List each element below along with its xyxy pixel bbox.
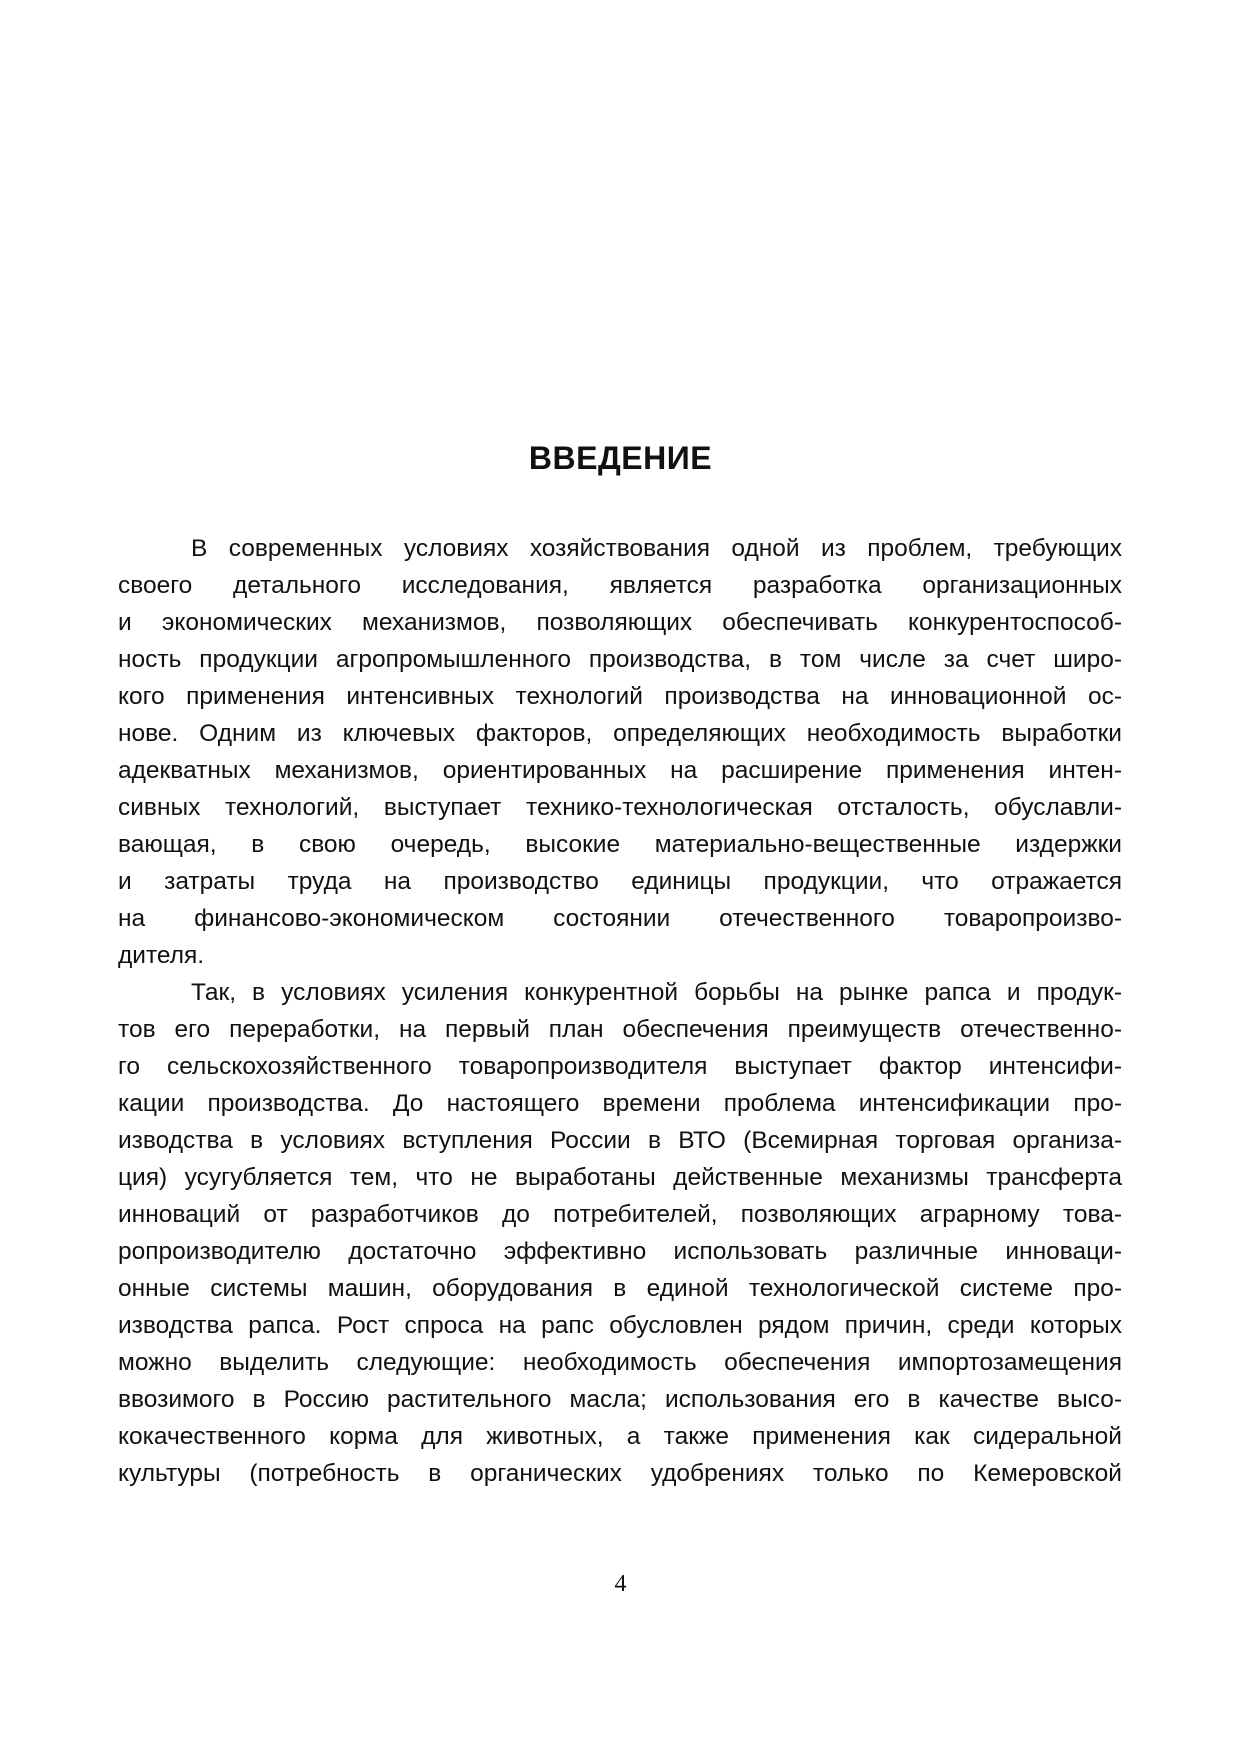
- text-line: сивных технологий, выступает технико-технологическая отсталость, обуславли-: [118, 794, 1122, 821]
- text-line: кации производства. До настоящего времени проблема интенсификации про-: [118, 1090, 1122, 1117]
- section-title: ВВЕДЕНИЕ: [528, 440, 713, 476]
- text-line: на финансово-экономическом состоянии отечественного товаропроизво-: [118, 905, 1122, 932]
- text-line: инноваций от разработчиков до потребителей, позволяющих аграрному това-: [118, 1201, 1122, 1228]
- text-line: ввозимого в Россию растительного масла; использования его в качестве высо-: [118, 1386, 1122, 1413]
- text-line: нове. Одним из ключевых факторов, определяющих необходимость выработки: [118, 720, 1122, 747]
- text-line: онные системы машин, оборудования в единой технологической системе про-: [118, 1275, 1122, 1302]
- text-line: вающая, в свою очередь, высокие материально-вещественные издержки: [118, 831, 1122, 858]
- text-line: кого применения интенсивных технологий производства на инновационной ос-: [118, 683, 1122, 710]
- text-line: Так, в условиях усиления конкурентной борьбы на рынке рапса и продук-: [191, 979, 1122, 1006]
- paragraph: [118, 530, 1122, 974]
- text-line: дителя.: [118, 942, 205, 969]
- text-line: изводства в условиях вступления России в ВТО (Всемирная торговая организа-: [118, 1127, 1122, 1154]
- text-line: своего детального исследования, является разработка организационных: [118, 572, 1122, 599]
- text-line: культуры (потребность в органических удобрениях только по Кемеровской: [118, 1460, 1122, 1487]
- text-line: и экономических механизмов, позволяющих обеспечивать конкурентоспособ-: [118, 609, 1122, 636]
- text-line: го сельскохозяйственного товаропроизводителя выступает фактор интенсифи-: [118, 1053, 1122, 1080]
- text-line: можно выделить следующие: необходимость обеспечения импортозамещения: [118, 1349, 1122, 1376]
- paragraph: [118, 974, 1122, 1492]
- text-line: адекватных механизмов, ориентированных на расширение применения интен-: [118, 757, 1122, 784]
- text-line: тов его переработки, на первый план обеспечения преимуществ отечественно-: [118, 1016, 1122, 1043]
- text-line: кокачественного корма для животных, а также применения как сидеральной: [118, 1423, 1122, 1450]
- body-text: [118, 530, 1122, 1492]
- text-line: В современных условиях хозяйствования одной из проблем, требующих: [191, 535, 1122, 562]
- text-line: ность продукции агропромышленного производства, в том числе за счет широ-: [118, 646, 1122, 673]
- page-number: 4: [614, 1571, 627, 1597]
- text-line: изводства рапса. Рост спроса на рапс обусловлен рядом причин, среди которых: [118, 1312, 1122, 1339]
- text-line: ропроизводителю достаточно эффективно использовать различные инноваци-: [118, 1238, 1122, 1265]
- text-line: и затраты труда на производство единицы продукции, что отражается: [118, 868, 1122, 895]
- text-line: ция) усугубляется тем, что не выработаны действенные механизмы трансферта: [118, 1164, 1122, 1191]
